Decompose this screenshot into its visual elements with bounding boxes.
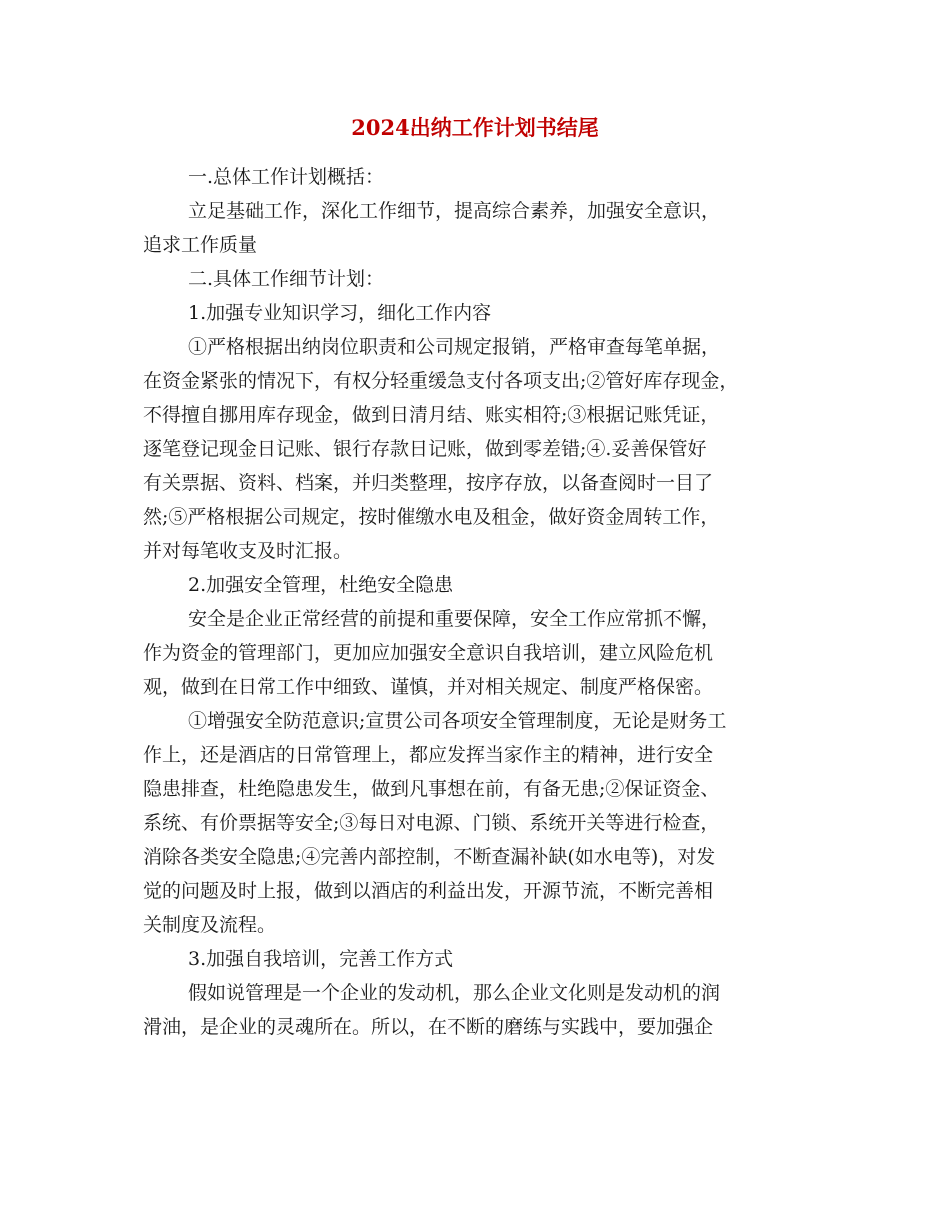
document-title: 2024出纳工作计划书结尾	[351, 115, 599, 140]
safety-measures-paragraph: ①增强安全防范意识;宣贯公司各项安全管理制度，无论是财务工 作上，还是酒店的日常管理上，都应发挥当家作主的精神，进行安全 隐患排查，杜绝隐患发生，做到凡事想在前，有备无患;②保证资金、 系统、有价票据等安全;③每日对电源、门锁、系统开关等进行检查， 消除各类安全隐患;④完善内部控制，不断查漏补缺(如水电等)，对发 觉的问题及时上报，做到以酒店的利益出发，开源节流，不断完善相 关制度及流程。	[143, 710, 727, 936]
knowledge-paragraph: ①严格根据出纳岗位职责和公司规定报销，严格审查每笔单据， 在资金紧张的情况下，有权分轻重缓急支付各项支出;②管好库存现金， 不得擅自挪用库存现金，做到日清月结、账实相符;③根据记账凭证， 逐笔登记现金日记账、银行存款日记账，做到零差错;④.妥善保管好 有关票据、资料、档案，并归类整理，按序存放，以备查阅时一目了 然;⑤严格根据公司规定，按时催缴水电及租金，做好资金周转工作， 并对每笔收支及时汇报。	[143, 336, 739, 562]
subheading-knowledge: 1.加强专业知识学习，细化工作内容	[188, 302, 492, 324]
overview-paragraph: 立足基础工作，深化工作细节，提高综合素养，加强安全意识， 追求工作质量	[143, 200, 721, 256]
subheading-safety: 2.加强安全管理，杜绝安全隐患	[188, 574, 454, 596]
subheading-training: 3.加强自我培训，完善工作方式	[188, 948, 454, 970]
section-heading-details: 二.具体工作细节计划：	[188, 268, 385, 290]
training-paragraph: 假如说管理是一个企业的发动机，那么企业文化则是发动机的润 滑油，是企业的灵魂所在。所以，在不断的磨练与实践中，要加强企	[143, 982, 721, 1038]
document-body	[143, 160, 815, 1044]
safety-paragraph: 安全是企业正常经营的前提和重要保障，安全工作应常抓不懈， 作为资金的管理部门，更加应加强安全意识自我培训，建立风险危机 观，做到在日常工作中细致、谨慎，并对相关规定、制度严格保密。	[143, 608, 721, 698]
section-heading-overview: 一.总体工作计划概括：	[188, 166, 385, 188]
